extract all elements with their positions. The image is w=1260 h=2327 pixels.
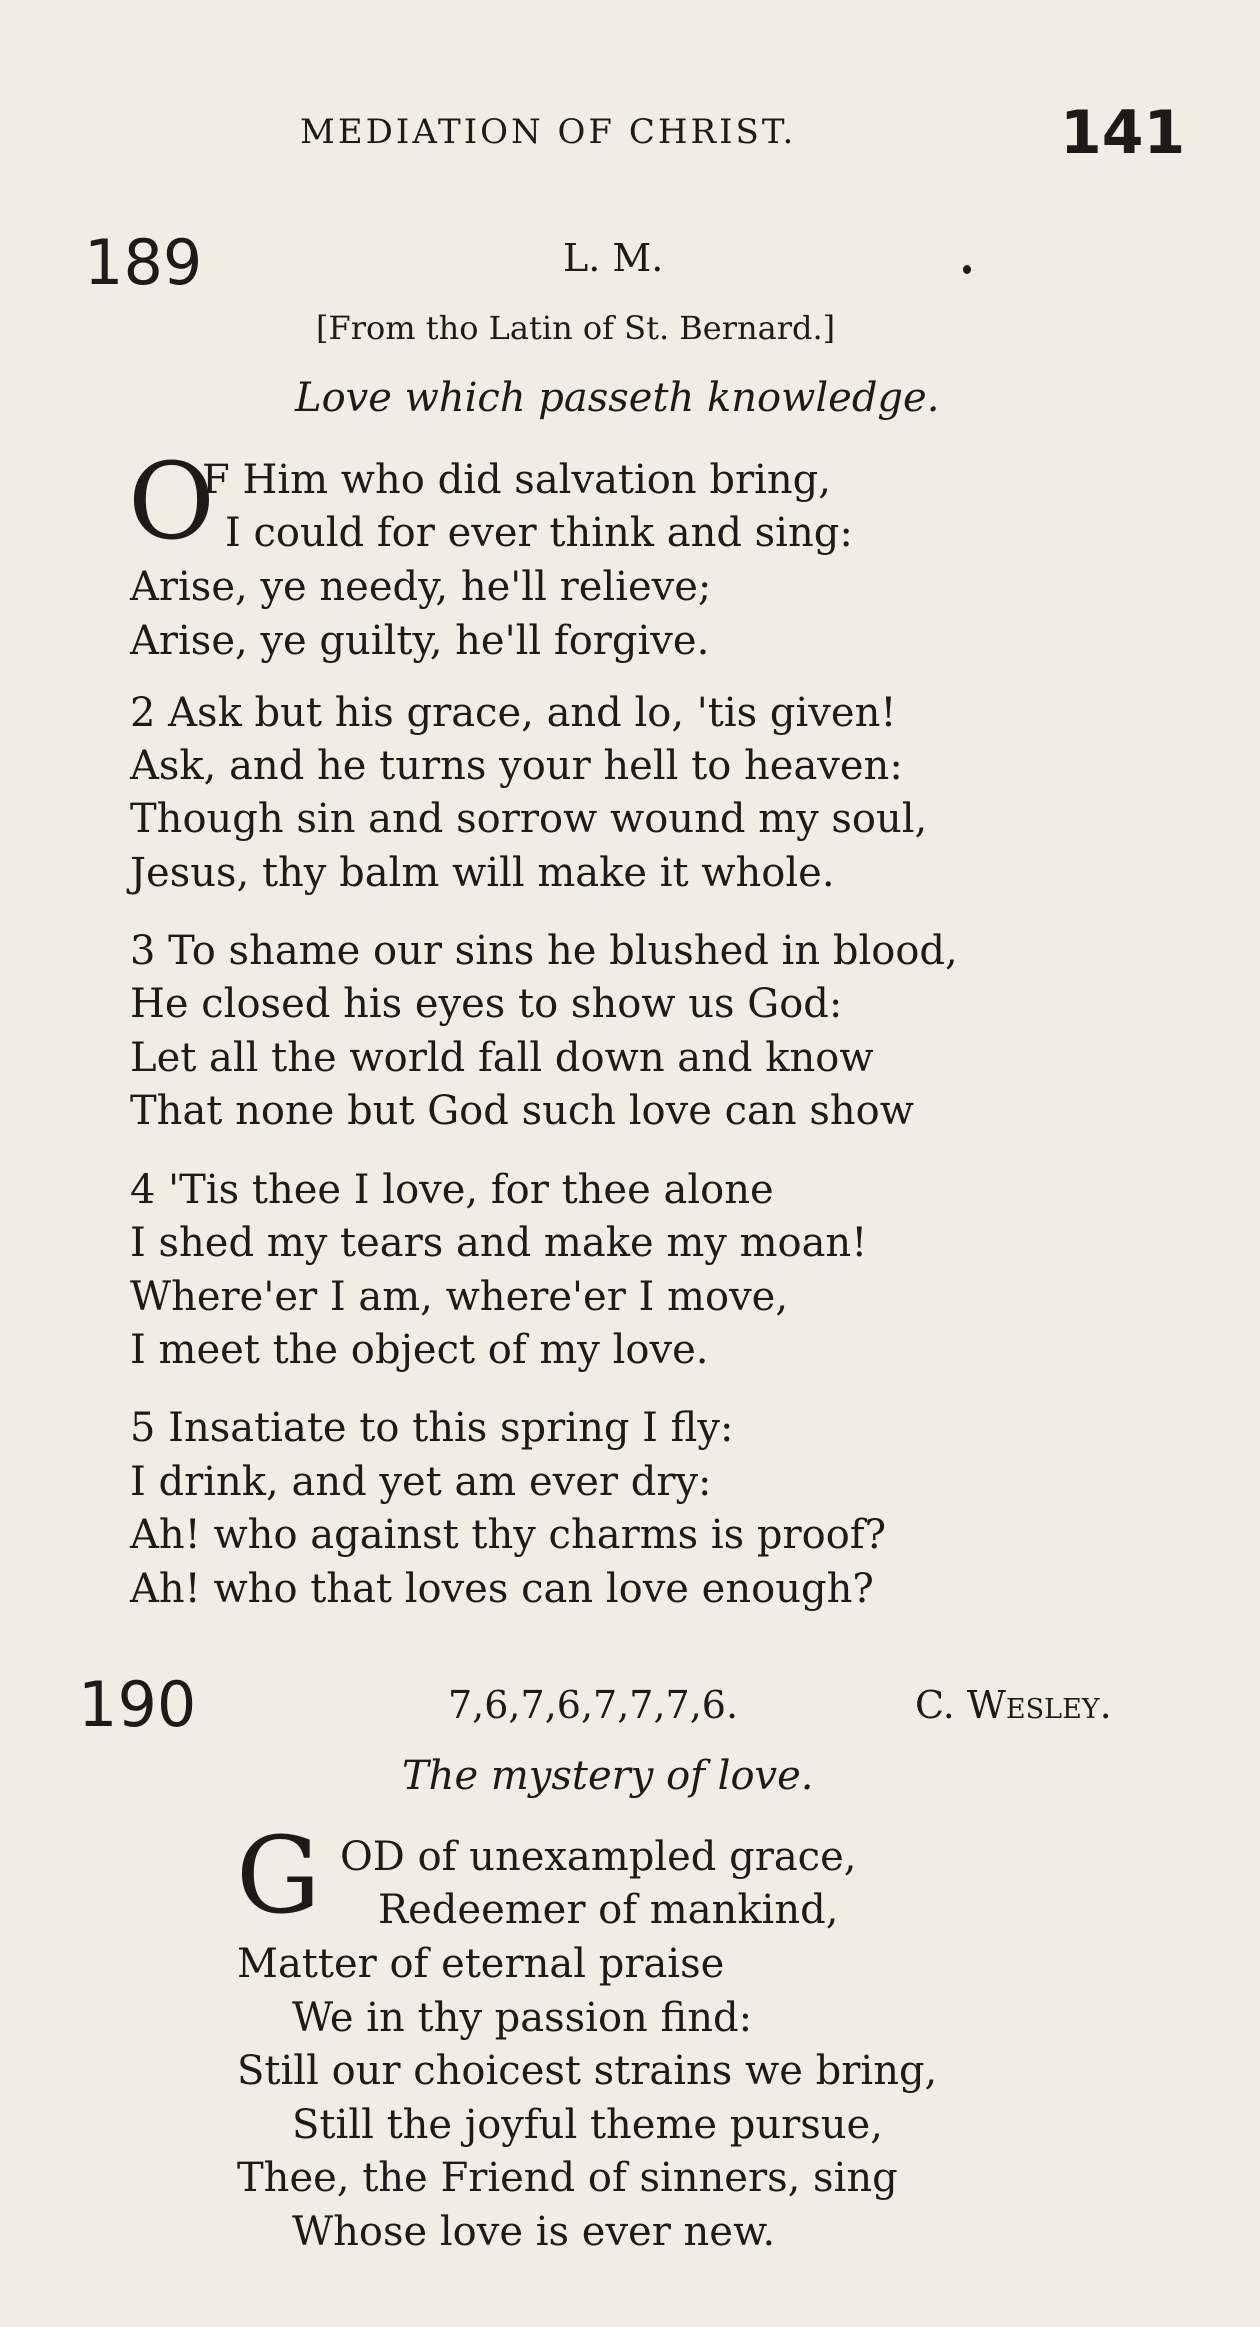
hymn-189-line: Ah! who against thy charms is proof? <box>130 1512 887 1558</box>
hymn-190-number: 190 <box>78 1668 197 1741</box>
hymn-190-line: Whose love is ever new. <box>292 2209 776 2255</box>
hymn-189-line: 3 To shame our sins he blushed in blood, <box>130 928 958 974</box>
running-title: MEDIATION OF CHRIST. <box>300 112 797 152</box>
hymn-189-attribution: [From tho Latin of St. Bernard.] <box>316 309 836 347</box>
hymn-189-line: 2 Ask but his grace, and lo, 'tis given! <box>130 690 897 736</box>
hymn-189-line: I drink, and yet am ever dry: <box>130 1459 712 1505</box>
hymn-190-line: Still our choicest strains we bring, <box>237 2048 938 2094</box>
hymn-189-subtitle: Love which passeth knowledge. <box>295 375 940 421</box>
hymn-189-number: 189 <box>84 226 203 299</box>
hymn-189-line: Ask, and he turns your hell to heaven: <box>130 743 903 789</box>
hymn-189-line: Though sin and sorrow wound my soul, <box>130 796 928 842</box>
hymn-190-line: Thee, the Friend of sinners, sing <box>237 2155 898 2201</box>
hymn-189-dropcap: O <box>128 440 215 563</box>
hymn-189-line: Let all the world fall down and know <box>130 1035 874 1081</box>
hymn-190-line: Still the joyful theme pursue, <box>292 2102 883 2148</box>
hymn-190-line: We in thy passion find: <box>292 1995 753 2041</box>
hymn-189-line: 4 'Tis thee I love, for thee alone <box>130 1167 774 1213</box>
hymn-190-subtitle: The mystery of love. <box>402 1753 814 1799</box>
hymn-189-line: That none but God such love can show <box>130 1088 914 1134</box>
hymn-189-line: Jesus, thy balm will make it whole. <box>130 850 835 896</box>
hymn-190-meter: 7,6,7,6,7,7,7,6. <box>448 1683 739 1727</box>
hymn-190-author-text: C. Wesley. <box>915 1683 1112 1727</box>
hymn-189-line: 5 Insatiate to this spring I fly: <box>130 1405 734 1451</box>
hymn-190-line: OD of unexampled grace, <box>340 1834 857 1880</box>
hymn-189-meter: L. M. <box>563 236 664 280</box>
printer-dot <box>963 265 971 274</box>
hymn-189-line: He closed his eyes to show us God: <box>130 981 843 1027</box>
hymn-189-line: Where'er I am, where'er I move, <box>130 1274 789 1320</box>
hymn-189-line: I shed my tears and make my moan! <box>130 1220 868 1266</box>
hymn-189-line: I meet the object of my love. <box>130 1327 709 1373</box>
hymn-189-line: Arise, ye needy, he'll relieve; <box>130 564 712 610</box>
hymn-190-author <box>915 1683 1112 1727</box>
page-number: 141 <box>1060 98 1186 168</box>
hymn-189-line: F Him who did salvation bring, <box>202 457 831 503</box>
hymn-190-dropcap: G <box>236 1814 321 1937</box>
hymn-190-line: Redeemer of mankind, <box>378 1887 839 1933</box>
hymn-189-line: Arise, ye guilty, he'll forgive. <box>130 618 710 664</box>
hymn-189-line: Ah! who that loves can love enough? <box>130 1566 874 1612</box>
hymn-190-line: Matter of eternal praise <box>237 1941 725 1987</box>
hymn-189-line: I could for ever think and sing: <box>225 510 853 556</box>
